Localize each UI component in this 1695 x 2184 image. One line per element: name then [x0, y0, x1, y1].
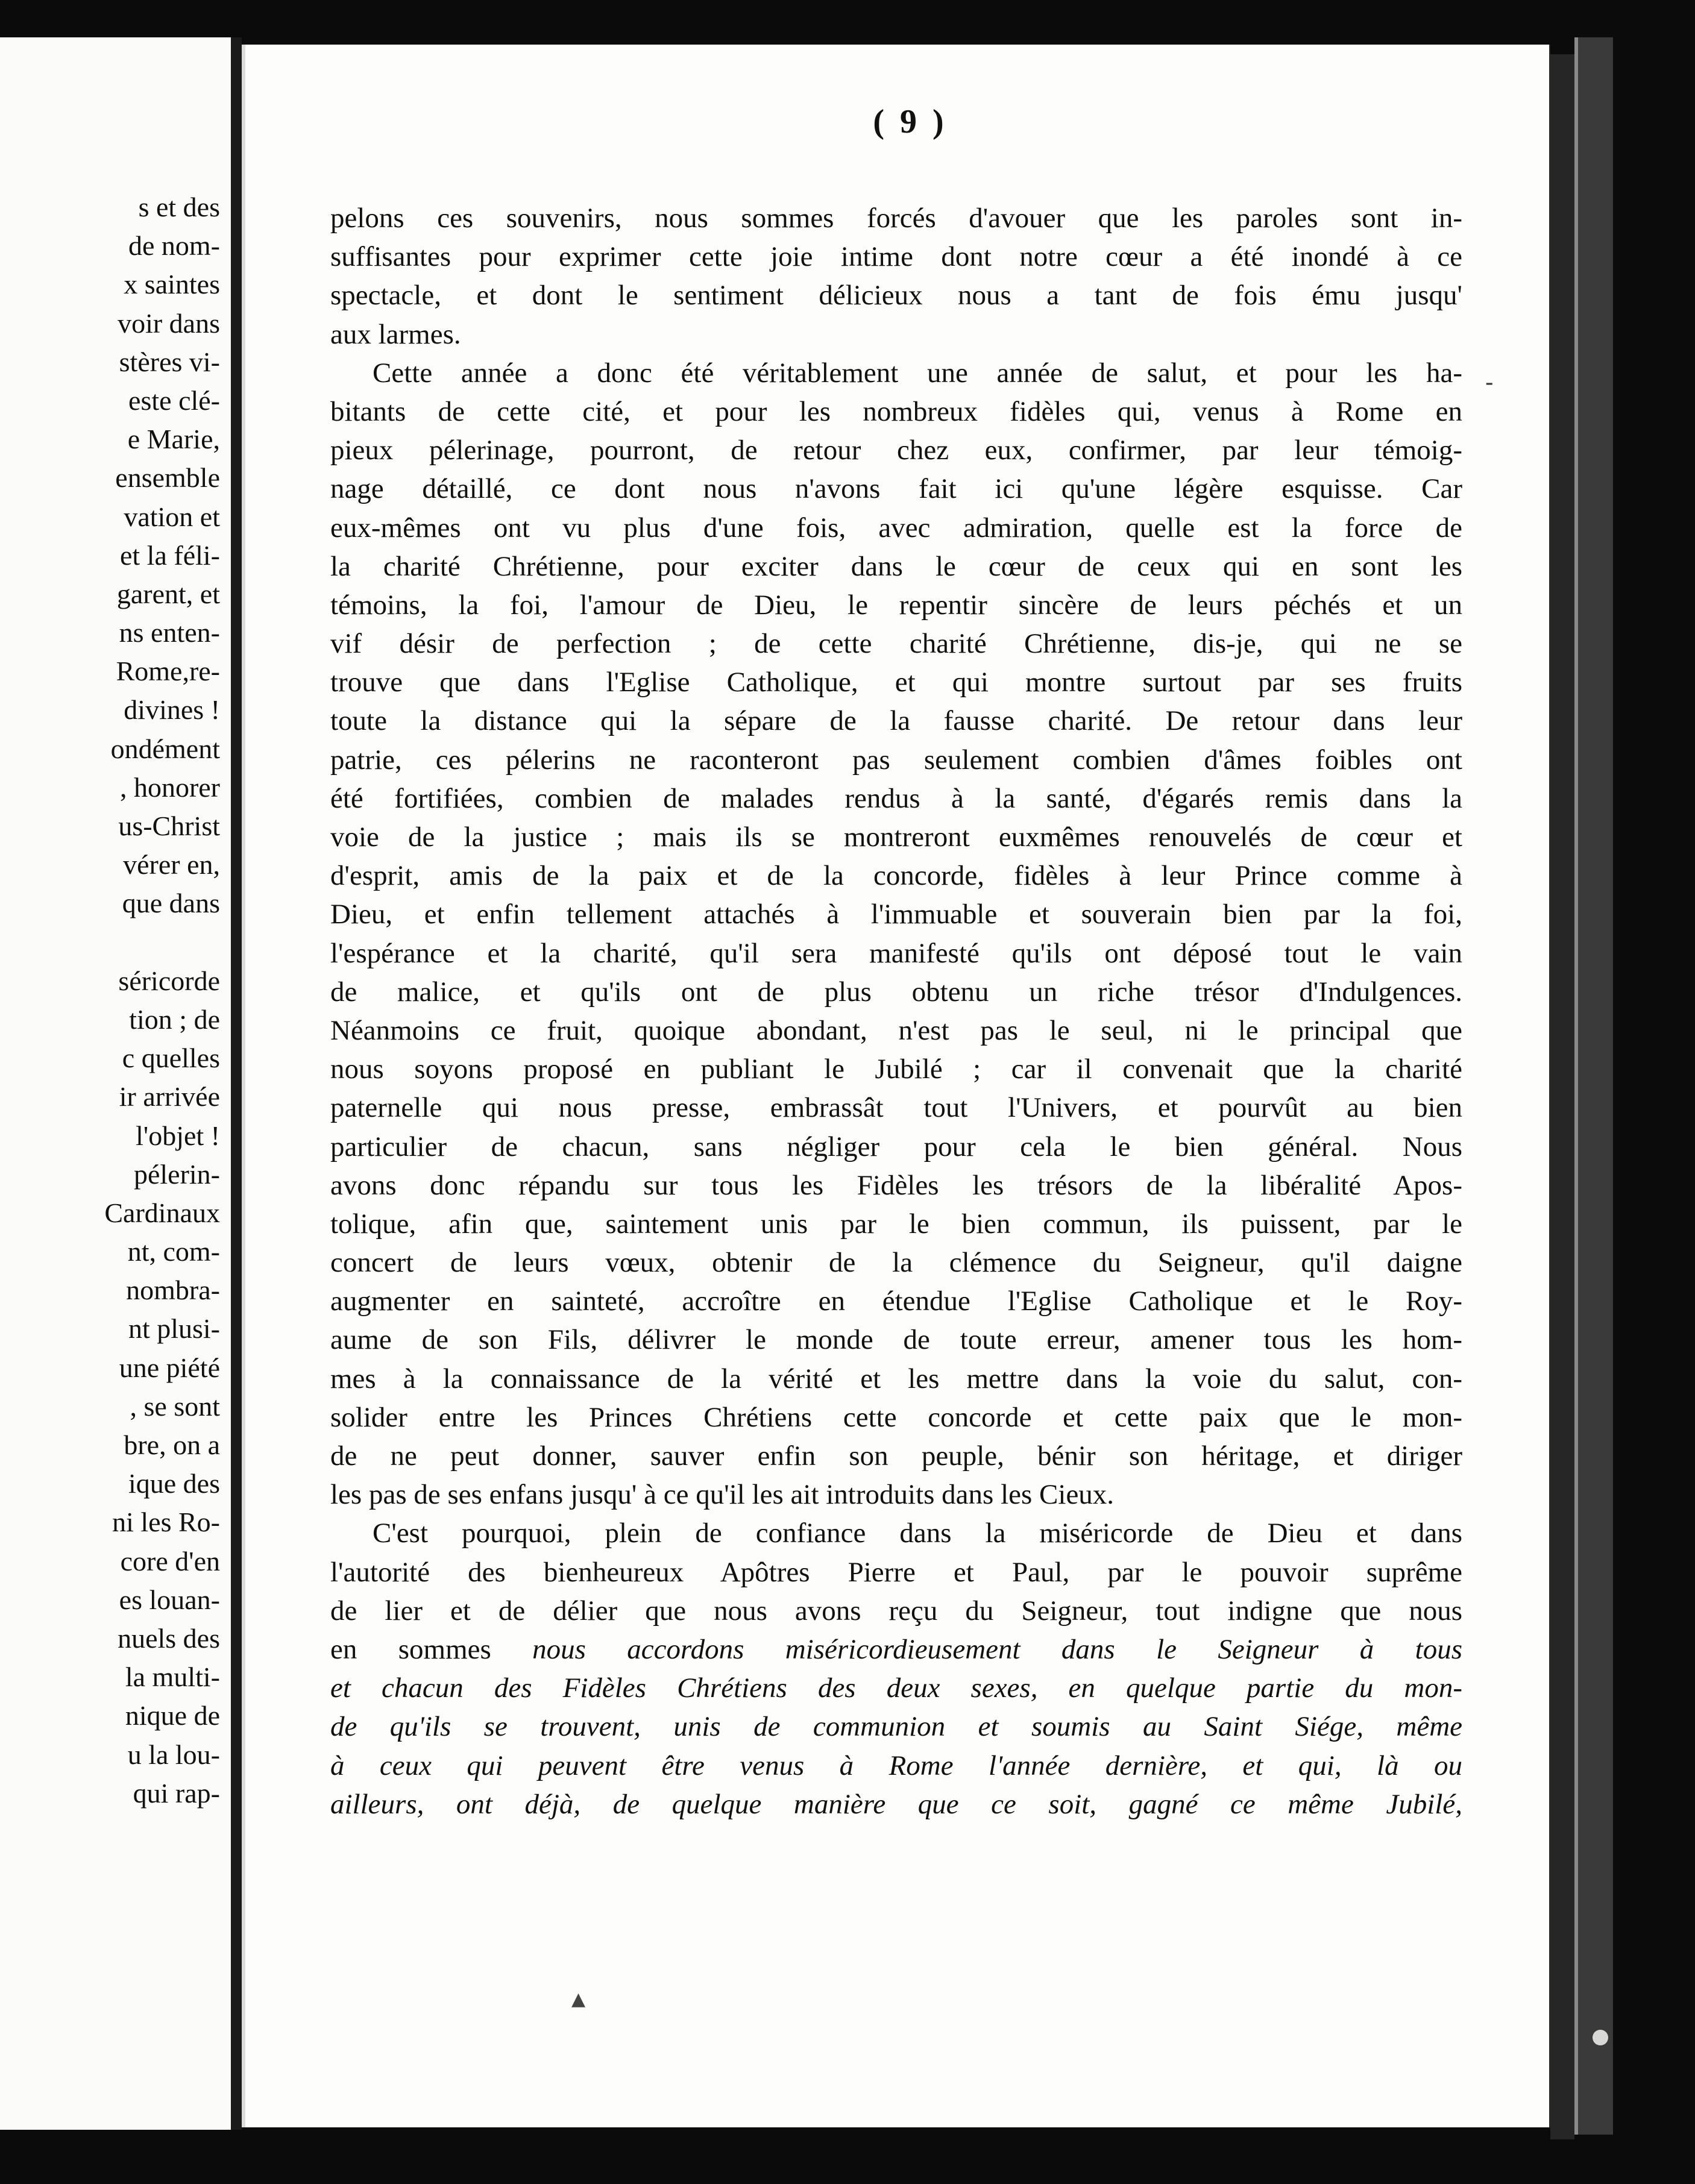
- text-line: la charité Chrétienne, pour exciter dans le cœur de ceux qui en sont les: [330, 550, 1462, 582]
- text-line: eux-mêmes ont vu plus d'une fois, avec admiration, quelle est la force de: [330, 512, 1462, 544]
- left-page-line: voir dans: [118, 307, 220, 339]
- left-page-line: nique de: [125, 1700, 220, 1731]
- text-line: aume de son Fils, délivrer le monde de toute erreur, amener tous les hom-: [330, 1324, 1462, 1356]
- left-page-line: Cardinaux: [104, 1197, 220, 1228]
- left-page-line: pélerin-: [133, 1158, 220, 1190]
- left-page-line: c quelles: [122, 1043, 220, 1074]
- left-page-line: l'objet !: [136, 1120, 220, 1151]
- left-page-line: ni les Ro-: [112, 1507, 220, 1538]
- left-page-line: nuels des: [118, 1622, 220, 1654]
- left-page-line: stères vi-: [119, 346, 220, 377]
- text-line: vif désir de perfection ; de cette charité Chrétienne, dis-je, qui ne se: [330, 628, 1462, 660]
- text-line: d'esprit, amis de la paix et de la concorde, fidèles à leur Prince comme à: [330, 860, 1462, 892]
- text-line: patrie, ces pélerins ne raconteront pas seulement combien d'âmes foibles ont: [330, 744, 1462, 776]
- text-line: témoins, la foi, l'amour de Dieu, le repentir sincère de leurs péchés et un: [330, 589, 1462, 621]
- left-page-line: u la lou-: [127, 1739, 220, 1770]
- page-shadow: [1550, 54, 1574, 2139]
- left-page-line: vation et: [124, 501, 220, 532]
- text-line: et chacun des Fidèles Chrétiens des deux sexes, en quelque partie du mon-: [330, 1672, 1462, 1704]
- margin-mark: -: [1485, 369, 1494, 397]
- book-edge: [1574, 37, 1613, 2135]
- body-text: [330, 199, 1462, 1824]
- text-line: voie de la justice ; mais ils se montreront euxmêmes renouvelés de cœur et: [330, 821, 1462, 853]
- left-page-line: este clé-: [128, 384, 220, 416]
- left-page-line: us-Christ: [118, 811, 220, 841]
- text-line-roman: en sommes: [330, 1633, 491, 1665]
- text-line: pelons ces souvenirs, nous sommes forcés d'avouer que les paroles sont in-: [330, 202, 1462, 234]
- text-line: suffisantes pour exprimer cette joie intime dont notre cœur a été inondé à ce: [330, 241, 1462, 273]
- text-line: mes à la connaissance de la vérité et les mettre dans la voie du salut, con-: [330, 1363, 1462, 1395]
- text-line: bitants de cette cité, et pour les nombreux fidèles qui, venus à Rome en: [330, 395, 1462, 427]
- text-line: l'espérance et la charité, qu'il sera manifesté qu'ils ont déposé tout le vain: [330, 937, 1462, 969]
- left-page-line: , se sont: [130, 1390, 220, 1422]
- text-line: de lier et de délier que nous avons reçu du Seigneur, tout indigne que nous: [330, 1595, 1462, 1627]
- text-line: aux larmes.: [330, 318, 461, 350]
- left-page-line: ondément: [110, 733, 220, 764]
- text-line: de ne peut donner, sauver enfin son peuple, bénir son héritage, et diriger: [330, 1440, 1462, 1472]
- left-page-line: la multi-: [125, 1662, 220, 1693]
- left-page-line: nombra-: [126, 1275, 220, 1306]
- text-line: C'est pourquoi, plein de confiance dans la miséricorde de Dieu et dans: [373, 1517, 1462, 1549]
- edge-mark: [1593, 2030, 1608, 2045]
- left-page-line: vérer en,: [123, 849, 220, 880]
- text-line: l'autorité des bienheureux Apôtres Pierre et Paul, par le pouvoir suprême: [330, 1556, 1462, 1588]
- text-line: ailleurs, ont déjà, de quelque manière que ce soit, gagné ce même Jubilé,: [330, 1788, 1462, 1820]
- bottom-mark: ▲: [571, 1989, 586, 2010]
- left-page-line: nt plusi-: [128, 1313, 220, 1345]
- text-line: particulier de chacun, sans négliger pour cela le bien général. Nous: [330, 1131, 1462, 1163]
- left-page-line: garent, et: [116, 578, 220, 609]
- left-page-line: nt, com-: [127, 1236, 220, 1267]
- left-page-line: [0, 923, 220, 962]
- text-line: toute la distance qui la sépare de la fausse charité. De retour dans leur: [330, 705, 1462, 737]
- text-line: augmenter en sainteté, accroître en étendue l'Eglise Catholique et le Roy-: [330, 1285, 1462, 1317]
- left-page-line: que dans: [122, 888, 220, 919]
- text-line: spectacle, et dont le sentiment délicieux nous a tant de fois ému jusqu': [330, 280, 1462, 312]
- left-page-line: de nom-: [128, 230, 220, 262]
- left-page-line: séricorde: [118, 965, 220, 996]
- text-line: Dieu, et enfin tellement attachés à l'immuable et souverain bien par la foi,: [330, 899, 1462, 930]
- text-line: paternelle qui nous presse, embrassât tout l'Univers, et pourvût au bien: [330, 1092, 1462, 1124]
- left-page-line: ique des: [128, 1468, 220, 1499]
- left-page-line: qui rap-: [133, 1777, 220, 1809]
- left-page-line: divines !: [124, 694, 220, 726]
- page-number: ( 9 ): [873, 103, 948, 140]
- text-line: Cette année a donc été véritablement une année de salut, et pour les ha-: [373, 357, 1462, 389]
- text-line: de malice, et qu'ils ont de plus obtenu un riche trésor d'Indulgences.: [330, 976, 1462, 1008]
- left-page-line: une piété: [119, 1352, 220, 1383]
- left-page-line: ir arrivée: [119, 1081, 220, 1112]
- book-gutter: [231, 37, 242, 2130]
- left-page-line: Rome,re-: [116, 656, 220, 687]
- left-page-line: et la féli-: [119, 539, 220, 571]
- left-page-text: [0, 188, 220, 1813]
- text-line-italic: nous accordons miséricordieusement dans le Seigneur à tous: [532, 1633, 1462, 1665]
- text-line: les pas de ses enfans jusqu' à ce qu'il les ait introduits dans les Cieux.: [330, 1479, 1115, 1511]
- left-page-line: x saintes: [124, 269, 220, 300]
- text-line: concert de leurs vœux, obtenir de la clémence du Seigneur, qu'il daigne: [330, 1247, 1462, 1279]
- text-line: été fortifiées, combien de malades rendus à la santé, d'égarés remis dans la: [330, 782, 1462, 814]
- text-line: trouve que dans l'Eglise Catholique, et qui montre surtout par ses fruits: [330, 667, 1462, 698]
- text-line: nage détaillé, ce dont nous n'avons fait ici qu'une légère esquisse. Car: [330, 473, 1462, 505]
- text-line: de qu'ils se trouvent, unis de communion et soumis au Saint Siége, même: [330, 1711, 1462, 1743]
- text-line: nous soyons proposé en publiant le Jubilé ; car il convenait que la charité: [330, 1053, 1462, 1085]
- left-page-line: tion ; de: [129, 1003, 220, 1035]
- left-page-line: s et des: [138, 192, 220, 222]
- left-page-line: ns enten-: [119, 617, 220, 648]
- text-line: tolique, afin que, saintement unis par le bien commun, ils puissent, par le: [330, 1208, 1462, 1240]
- text-line: à ceux qui peuvent être venus à Rome l'année dernière, et qui, là ou: [330, 1749, 1462, 1781]
- text-line: Néanmoins ce fruit, quoique abondant, n'est pas le seul, ni le principal que: [330, 1014, 1462, 1046]
- left-page-line: es louan-: [119, 1584, 220, 1615]
- text-line: [330, 1630, 1462, 1669]
- left-page-line: , honorer: [119, 771, 220, 803]
- left-page-line: e Marie,: [127, 424, 220, 455]
- left-page-line: bre, on a: [124, 1429, 220, 1460]
- text-line: avons donc répandu sur tous les Fidèles les trésors de la libéralité Apos-: [330, 1169, 1462, 1201]
- left-page-line: ensemble: [115, 462, 220, 494]
- left-page-fragment: [0, 37, 231, 2130]
- text-line: pieux pélerinage, pourront, de retour chez eux, confirmer, par leur témoig-: [330, 435, 1462, 466]
- text-line: solider entre les Princes Chrétiens cette concorde et cette paix que le mon-: [330, 1401, 1462, 1433]
- left-page-line: core d'en: [120, 1545, 220, 1577]
